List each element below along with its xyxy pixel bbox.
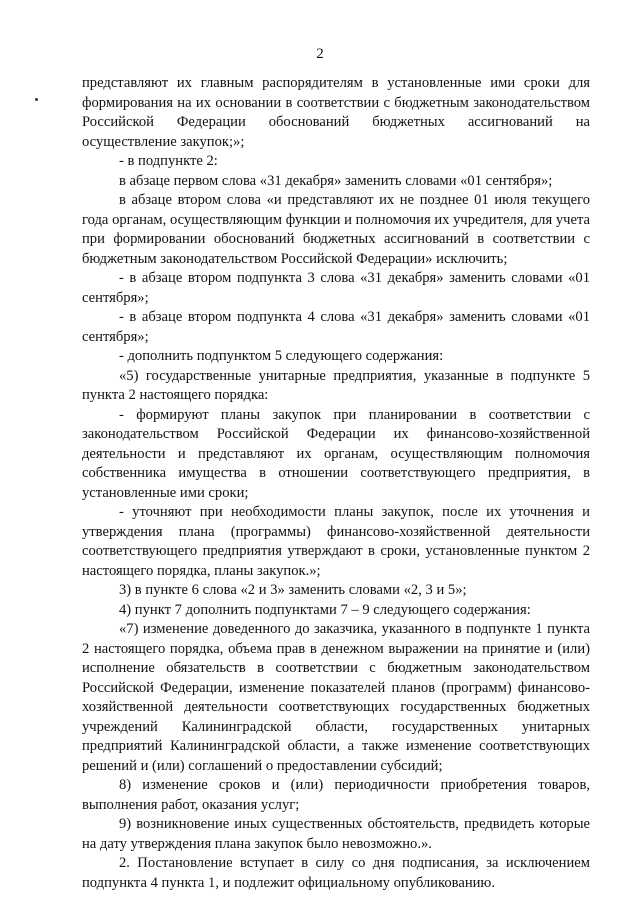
paragraph-add-subpoint-5: - дополнить подпунктом 5 следующего содержания: bbox=[119, 348, 444, 364]
paragraph-first-abzac: в абзаце первом слова «31 декабря» заменить словами «01 сентября»; bbox=[119, 172, 553, 189]
paragraph-refine-plans: - уточняют при необходимости планы закупок, после их уточнения и утверждения плана (программы) финансово-хозяйственной деятельности соответствующего предприятия утверждают в сроки, установленные пунктом 2 настоящего порядка, планы закупок.»; bbox=[82, 504, 590, 579]
paragraph-point-4: 4) пункт 7 дополнить подпунктами 7 – 9 следующего содержания: bbox=[119, 601, 531, 618]
paragraph-point-3: 3) в пункте 6 слова «2 и 3» заменить словами «2, 3 и 5»; bbox=[119, 582, 467, 598]
paragraph-continuation: представляют их главным распорядителям в установленные ими сроки для формирования на их основании в соответствии с бюджетным законодательством Российской Федерации обоснований бюджетных ассигнований на осуществление закупок;»; bbox=[82, 75, 590, 150]
paragraph-item-9: 9) возникновение иных существенных обстоятельств, предвидеть которые на дату утверждения плана закупок было невозможно.». bbox=[82, 816, 590, 852]
paragraph-subpoint-4: - в абзаце втором подпункта 4 слова «31 декабря» заменить словами «01 сентября»; bbox=[82, 309, 590, 345]
page-number: 2 bbox=[316, 46, 324, 62]
paragraph-final-clause: 2. Постановление вступает в силу со дня подписания, за исключением подпункта 4 пункта 1, и подлежит официальному опубликованию. bbox=[82, 855, 590, 891]
paragraph-item-8: 8) изменение сроков и (или) периодичности приобретения товаров, выполнения работ, оказания услуг; bbox=[82, 777, 590, 813]
paragraph-subpoint-2: - в подпункте 2: bbox=[119, 153, 218, 169]
paragraph-subpoint-3: - в абзаце втором подпункта 3 слова «31 декабря» заменить словами «01 сентября»; bbox=[82, 270, 590, 306]
paragraph-subpoint-5-text: «5) государственные унитарные предприятия, указанные в подпункте 5 пункта 2 настоящего порядка: bbox=[82, 367, 590, 403]
document-body bbox=[82, 74, 590, 893]
scan-speck bbox=[35, 98, 38, 101]
paragraph-item-7: «7) изменение доведенного до заказчика, указанного в подпункте 1 пункта 2 настоящего порядка, объема прав в денежном выражении на принятие и (или) исполнение обязательств в соответствии с бюджетным законодательством Российской Федерации, изменение показателей планов (программ) финансово-хозяйственной деятельности соответствующих государственных бюджетных учреждений Калининградской области, государственных унитарных предприятий Калининградской области, а также изменение соответствующих решений и (или) соглашений о предоставлении субсидий; bbox=[82, 621, 590, 774]
paragraph-form-plans: - формируют планы закупок при планировании в соответствии с законодательством Российской Федерации их финансово-хозяйственной деятельности и представляют их органам, осуществляющим полномочия собственника имущества в отношении соответствующего предприятия, в установленные ими сроки; bbox=[82, 406, 590, 501]
paragraph-second-abzac: в абзаце втором слова «и представляют их не позднее 01 июля текущего года органам, осуществляющим функции и полномочия их учредителя, для учета при формировании обоснований бюджетных ассигнований в соответствии с бюджетным законодательством Российской Федерации» исключить; bbox=[82, 192, 590, 267]
